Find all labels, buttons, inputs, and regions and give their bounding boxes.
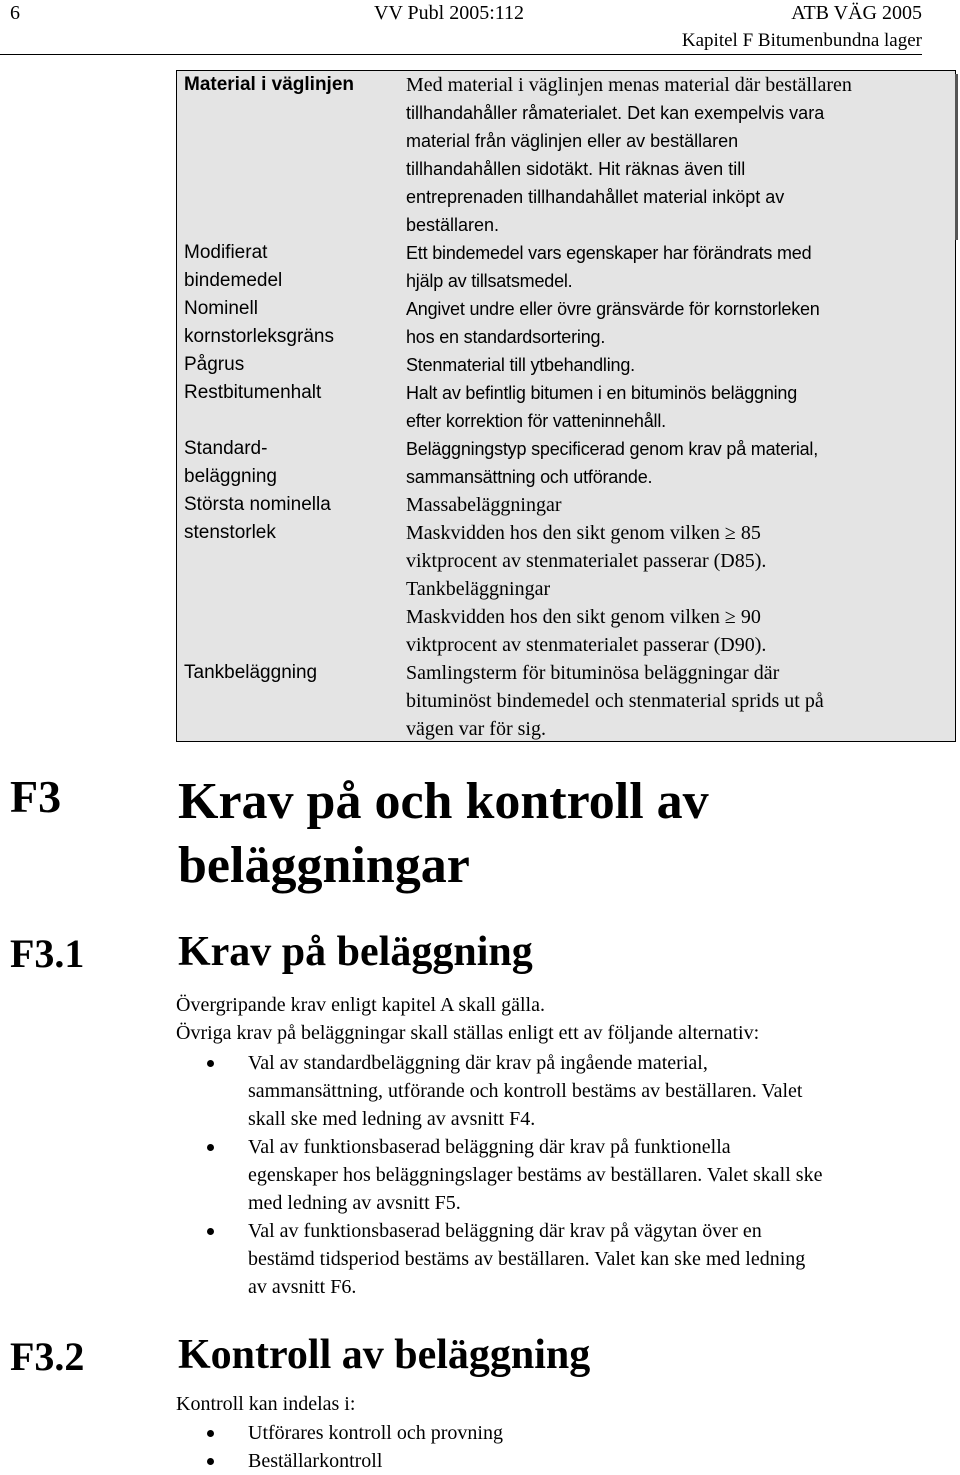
bullet-icon [207,1430,214,1437]
section-title-f3: Krav på och kontroll av beläggningar [178,773,709,894]
definition-storsta-nominella-stenstorlek: Massabeläggningar Maskvidden hos den sikt genom vilken ≥ 85 viktprocent av stenmaterialet passerar (D85). Tankbeläggningar Maskvidden hos den sikt genom vilken ≥ 90 viktprocent av stenmaterialet passerar (D90). [406,494,767,656]
term-nominell-kornstorleksgrans: Nominell kornstorleksgräns [184,298,334,347]
paragraph-overgripande-krav: Övergripande krav enligt kapitel A skall gälla. [176,994,545,1016]
term-standardbelaggning: Standard- beläggning [184,438,277,487]
document-title: ATB VÄG 2005 [791,2,922,24]
alternatives-list [176,1049,822,1301]
definition-material-i-vaglinjen: Med material i väglinjen menas material där beställaren tillhandahåller råmaterialet. Det kan exempelvis vara material från väglinjen eller av beställaren tillhandahållen sidotäkt. Hit räknas även till entreprenaden tillhandahållet material inköpt av beställaren. [406,74,852,235]
control-types-list [176,1419,503,1475]
list-item: Val av standardbeläggning där krav på ingående material, sammansättning, utförande och kontroll bestäms av beställaren. Valet skall ske med ledning av avsnitt F4. [176,1049,822,1133]
section-number-f3-1: F3.1 [10,931,85,976]
term-restbitumenhalt: Restbitumenhalt [184,382,322,403]
list-item: Val av funktionsbaserad beläggning där krav på funktionella egenskaper hos beläggningslager bestäms av beställaren. Valet skall ske med ledning av avsnitt F5. [176,1133,822,1217]
section-number-f3: F3 [10,771,62,822]
definition-tankbelaggning: Samlingsterm för bituminösa beläggningar där bituminöst bindemedel och stenmaterial sprids ut på vägen var för sig. [406,662,824,740]
section-number-f3-2: F3.2 [10,1334,85,1379]
paragraph-kontroll-intro: Kontroll kan indelas i: [176,1393,356,1415]
definition-pagrus: Stenmaterial till ytbehandling. [406,355,635,375]
term-material-i-vaglinjen: Material i väglinjen [184,74,354,95]
list-item: Val av funktionsbaserad beläggning där krav på vägytan över en bestämd tidsperiod bestäms av beställaren. Valet kan ske med ledning av avsnitt F6. [176,1217,822,1301]
list-item: Beställarkontroll [176,1447,503,1475]
paragraph-ovriga-krav: Övriga krav på beläggningar skall ställas enligt ett av följande alternativ: [176,1022,760,1044]
page-number: 6 [10,2,20,24]
section-title-f3-2: Kontroll av beläggning [178,1332,591,1378]
definition-standardbelaggning: Beläggningstyp specificerad genom krav på material, sammansättning och utförande. [406,439,819,487]
definition-modifierat-bindemedel: Ett bindemedel vars egenskaper har förändrats med hjälp av tillsatsmedel. [406,243,812,291]
section-title-f3-1: Krav på beläggning [178,929,533,975]
header-divider [0,54,922,55]
definitions-box-shadow [955,74,958,240]
bullet-icon [207,1060,214,1067]
term-modifierat-bindemedel: Modifierat bindemedel [184,242,283,291]
definition-nominell-kornstorleksgrans: Angivet undre eller övre gränsvärde för kornstorleken hos en standardsortering. [406,299,820,347]
list-item: Utförares kontroll och provning [176,1419,503,1447]
bullet-icon [207,1458,214,1465]
definition-restbitumenhalt: Halt av befintlig bitumen i en bituminös beläggning efter korrektion för vatteninnehåll. [406,383,798,431]
publication-code: VV Publ 2005:112 [374,2,525,24]
bullet-icon [207,1144,214,1151]
term-pagrus: Pågrus [184,354,245,375]
chapter-title: Kapitel F Bitumenbundna lager [681,30,922,51]
bullet-icon [207,1228,214,1235]
term-tankbelaggning: Tankbeläggning [184,662,318,683]
term-storsta-nominella-stenstorlek: Största nominella stenstorlek [184,494,331,543]
